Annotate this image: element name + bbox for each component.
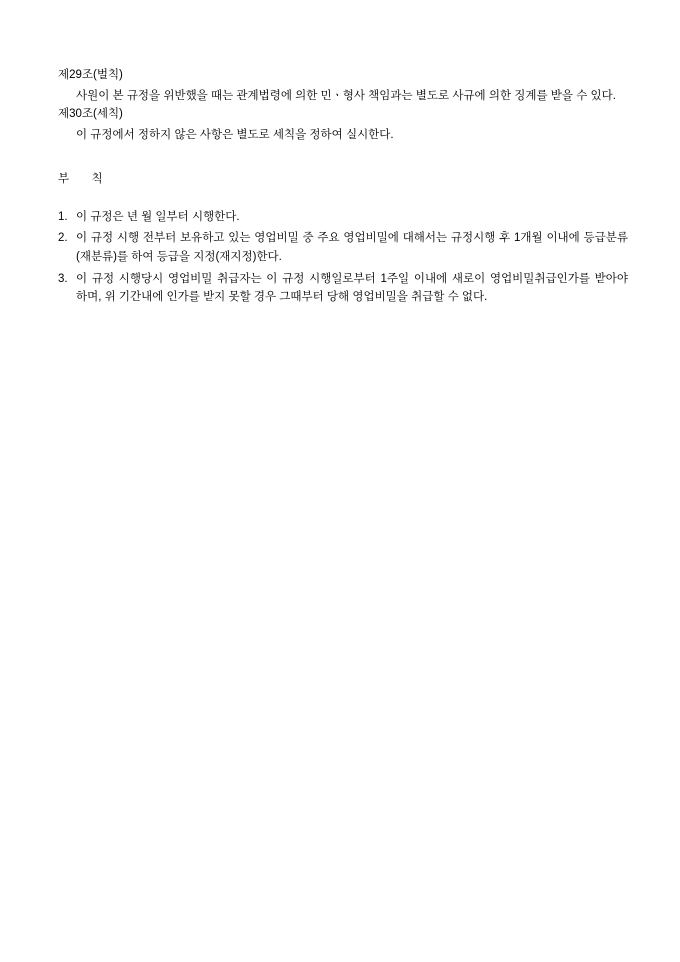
article-30-text: 이 규정에서 정하지 않은 사항은 별도로 세칙을 정하여 실시한다. (76, 128, 394, 141)
list-item (58, 208, 628, 227)
supplementary-heading: 부 칙 (58, 173, 103, 186)
list-item-number: 1. (58, 210, 68, 223)
article-29 (58, 70, 628, 105)
heading-spacer (58, 186, 628, 208)
list-item (58, 229, 628, 266)
article-29-title: 제29조(벌칙) (58, 69, 123, 81)
list-item-text: 이 규정 시행당시 영업비밀 취급자는 이 규정 시행일로부터 1주일 이내에 새로이 영업비밀취급인가를 받아야 하며, 위 기간내에 인가를 받지 못할 경우 그때부터 당해 영업비밀을 취급할 수 없다. (76, 272, 628, 304)
supplementary-list (58, 208, 628, 307)
document-body (58, 70, 628, 307)
article-29-text: 사원이 본 규정을 위반했을 때는 관계법령에 의한 민ㆍ형사 책임과는 별도로 사규에 의한 징계를 받을 수 있다. (76, 89, 616, 102)
list-item-text: 이 규정 시행 전부터 보유하고 있는 영업비밀 중 주요 영업비밀에 대해서는 규정시행 후 1개월 이내에 등급분류(재분류)를 하여 등급을 지정(재지정)한다. (76, 232, 628, 263)
list-item-number: 2. (58, 232, 68, 245)
list-item-text: 이 규정은 년 월 일부터 시행한다. (76, 210, 240, 223)
section-spacer (58, 148, 628, 174)
list-item-number: 3. (58, 272, 68, 285)
article-30-title: 제30조(세칙) (58, 108, 123, 121)
list-item (58, 270, 628, 307)
article-30 (58, 109, 628, 144)
